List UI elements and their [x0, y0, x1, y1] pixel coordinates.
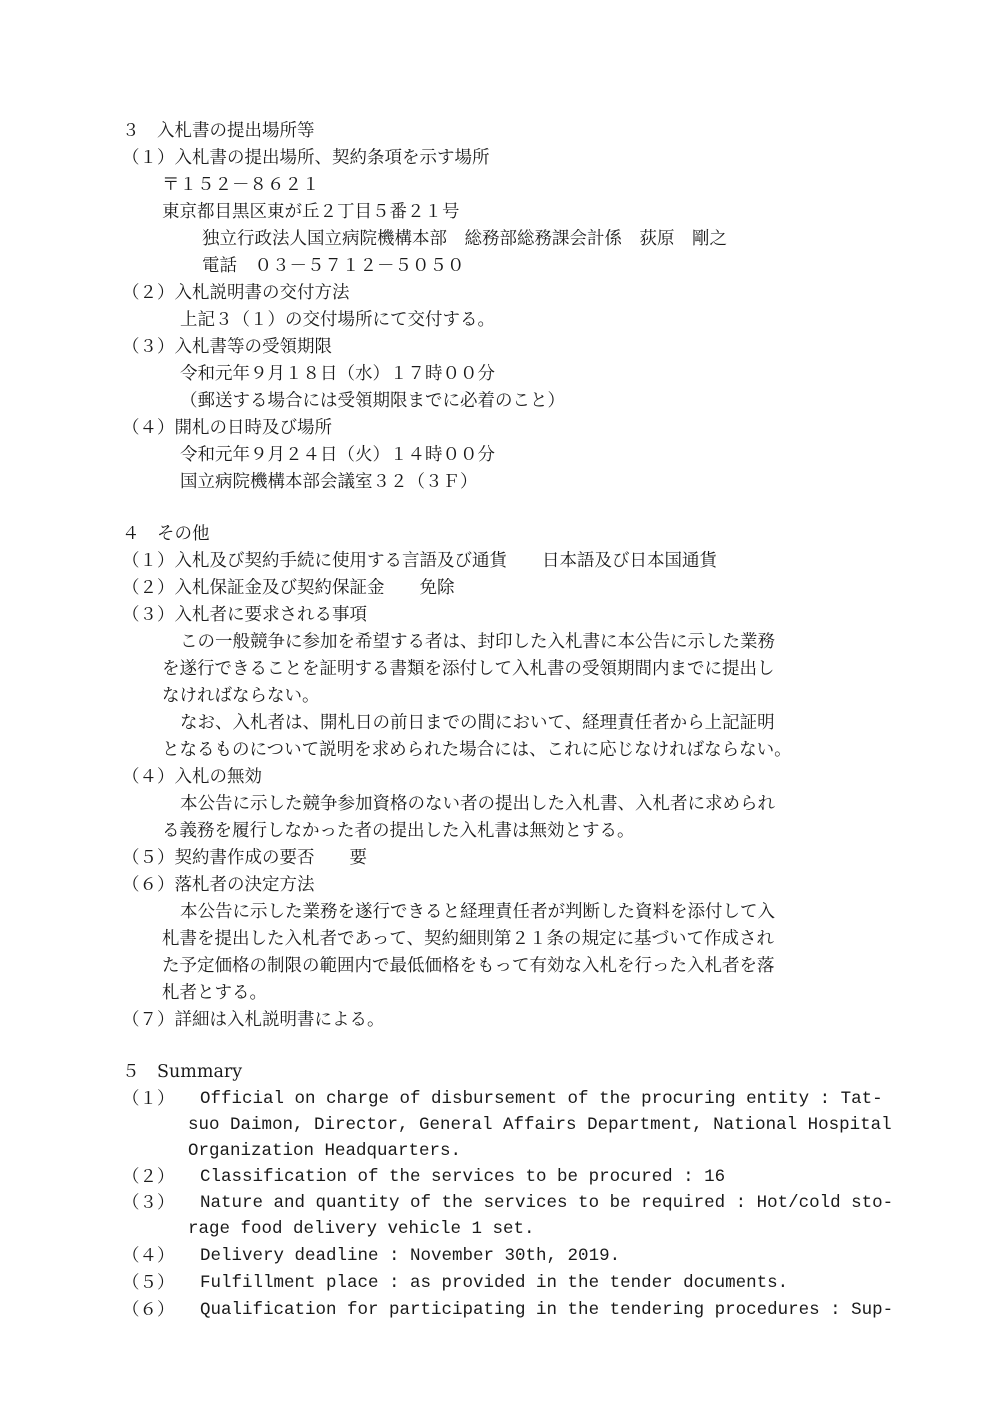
item-3-4-place: 国立病院機構本部会議室３２（３Ｆ）: [180, 472, 478, 492]
summary-item-2: Classification of the services to be procured : 16: [200, 1167, 726, 1187]
item-4-3-body: なければならない。: [162, 686, 320, 706]
item-4-4-body: る義務を履行しなかった者の提出した入札書は無効とする。: [162, 821, 635, 841]
section-4-heading: ４ その他: [122, 524, 210, 544]
summary-item-number: （６）: [122, 1300, 175, 1320]
item-4-7: （７）詳細は入札説明書による。: [122, 1010, 385, 1030]
item-3-3-deadline: 令和元年９月１８日（水）１７時００分: [180, 364, 495, 384]
summary-item-number: （２）: [122, 1167, 175, 1187]
summary-item-6: Qualification for participating in the tendering procedures : Sup-: [200, 1300, 894, 1320]
summary-item-number: （３）: [122, 1193, 175, 1213]
item-3-4-datetime: 令和元年９月２４日（火）１４時００分: [180, 445, 495, 465]
item-4-2: （２）入札保証金及び契約保証金 免除: [122, 578, 455, 598]
address-line: 東京都目黒区東が丘２丁目５番２１号: [162, 202, 460, 222]
item-3-3-note: （郵送する場合には受領期限までに必着のこと）: [180, 391, 565, 411]
section-3-heading: ３ 入札書の提出場所等: [122, 121, 315, 141]
item-4-3-body: この一般競争に参加を希望する者は、封印した入札書に本公告に示した業務: [180, 632, 775, 652]
item-3-4-heading: （４）開札の日時及び場所: [122, 418, 332, 438]
contact-office: 独立行政法人国立病院機構本部 総務部総務課会計係 荻原 剛之: [202, 229, 727, 249]
summary-item-number: （４）: [122, 1246, 175, 1266]
item-4-3-body: となるものについて説明を求められた場合には、これに応じなければならない。: [162, 740, 792, 760]
summary-item-number: （１）: [122, 1089, 175, 1109]
item-4-4-heading: （４）入札の無効: [122, 767, 262, 787]
summary-item-4: Delivery deadline : November 30th, 2019.: [200, 1246, 621, 1266]
summary-item-3: Nature and quantity of the services to be required : Hot/cold sto-: [200, 1193, 894, 1213]
item-4-1: （１）入札及び契約手続に使用する言語及び通貨 日本語及び日本国通貨: [122, 551, 717, 571]
item-4-6-body: た予定価格の制限の範囲内で最低価格をもって有効な入札を行った入札者を落: [162, 956, 775, 976]
item-4-6-body: 本公告に示した業務を遂行できると経理責任者が判断した資料を添付して入: [180, 902, 775, 922]
item-3-3-heading: （３）入札書等の受領期限: [122, 337, 332, 357]
item-3-1-heading: （１）入札書の提出場所、契約条項を示す場所: [122, 148, 490, 168]
item-4-5: （５）契約書作成の要否 要: [122, 848, 367, 868]
item-4-4-body: 本公告に示した競争参加資格のない者の提出した入札書、入札者に求められ: [180, 794, 775, 814]
summary-item-3-cont: rage food delivery vehicle 1 set.: [188, 1219, 535, 1239]
item-4-3-heading: （３）入札者に要求される事項: [122, 605, 367, 625]
summary-item-5: Fulfillment place : as provided in the tender documents.: [200, 1273, 789, 1293]
item-4-3-body: なお、入札者は、開札日の前日までの間において、経理責任者から上記証明: [180, 713, 775, 733]
item-4-3-body: を遂行できることを証明する書類を添付して入札書の受領期間内までに提出し: [162, 659, 775, 679]
summary-item-number: （５）: [122, 1273, 175, 1293]
summary-item-1-cont: suo Daimon, Director, General Affairs Department, National Hospital: [188, 1115, 892, 1135]
item-4-6-body: 札者とする。: [162, 983, 267, 1003]
item-3-2-body: 上記３（１）の交付場所にて交付する。: [180, 310, 495, 330]
summary-item-1-cont: Organization Headquarters.: [188, 1141, 462, 1161]
postal-code: 〒１５２－８６２１: [162, 175, 320, 195]
item-4-6-body: 札書を提出した入札者であって、契約細則第２１条の規定に基づいて作成され: [162, 929, 774, 949]
item-4-6-heading: （６）落札者の決定方法: [122, 875, 315, 895]
summary-item-1: Official on charge of disbursement of the procuring entity : Tat-: [200, 1089, 883, 1109]
contact-phone: 電話 ０３－５７１２－５０５０: [202, 256, 465, 276]
item-3-2-heading: （２）入札説明書の交付方法: [122, 283, 350, 303]
section-5-heading: ５ Summary: [122, 1062, 243, 1082]
